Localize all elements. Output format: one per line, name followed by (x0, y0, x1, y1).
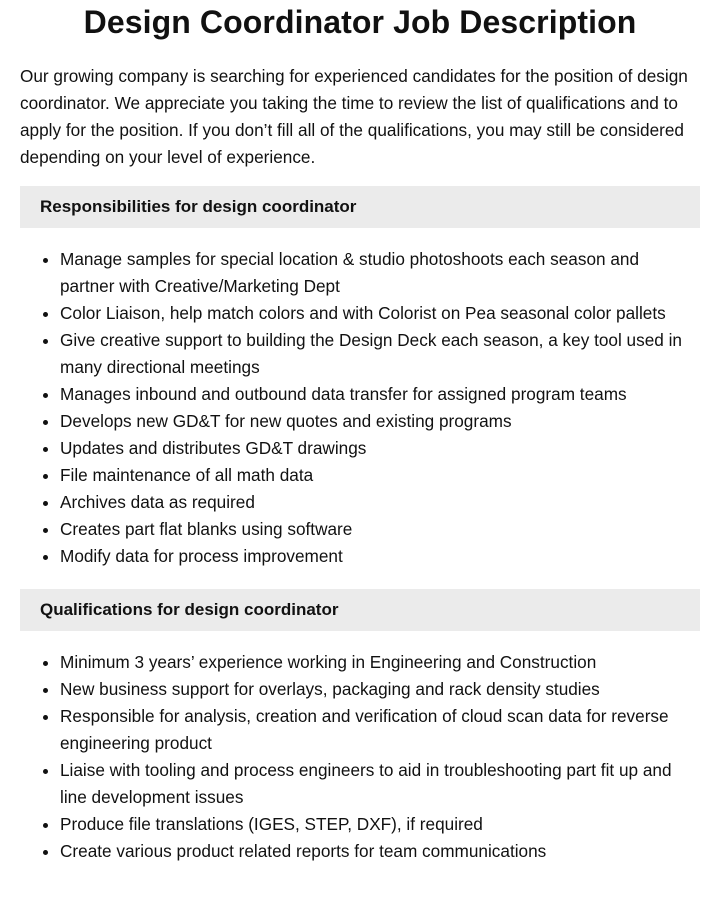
list-item: • Archives data as required (60, 489, 700, 516)
intro-paragraph: Our growing company is searching for experienced candidates for the position of design coordinator. We appreciate you taking the time to review the list of qualifications and to apply for the position. If you don’t fill all of the qualifications, you may still be considered depending on your level of experience. (20, 66, 688, 167)
list-item: • Liaise with tooling and process engineers to aid in troubleshooting part fit up and line development issues (60, 757, 700, 811)
list-item: • Color Liaison, help match colors and with Colorist on Pea seasonal color pallets (60, 300, 700, 327)
list-item: • Manage samples for special location & studio photoshoots each season and partner with Creative/Marketing Dept (60, 246, 700, 300)
list-item: • Responsible for analysis, creation and verification of cloud scan data for reverse engineering product (60, 703, 700, 757)
list-item: • Updates and distributes GD&T drawings (60, 435, 700, 462)
list-item: • Develops new GD&T for new quotes and existing programs (60, 408, 700, 435)
list-item: • Manages inbound and outbound data transfer for assigned program teams (60, 381, 700, 408)
list-item: • Minimum 3 years’ experience working in Engineering and Construction (60, 649, 700, 676)
qualifications-list (20, 649, 700, 865)
qualifications-heading: Qualifications for design coordinator (20, 589, 700, 631)
list-item: • Give creative support to building the Design Deck each season, a key tool used in many directional meetings (60, 327, 700, 381)
list-item: • Create various product related reports for team communications (60, 838, 700, 865)
responsibilities-list (20, 246, 700, 570)
list-item: • Modify data for process improvement (60, 543, 700, 570)
list-item: • File maintenance of all math data (60, 462, 700, 489)
responsibilities-heading: Responsibilities for design coordinator (20, 186, 700, 228)
list-item: • Creates part flat blanks using software (60, 516, 700, 543)
list-item: • New business support for overlays, packaging and rack density studies (60, 676, 700, 703)
page-title: Design Coordinator Job Description (83, 4, 637, 40)
list-item: • Produce file translations (IGES, STEP, DXF), if required (60, 811, 700, 838)
